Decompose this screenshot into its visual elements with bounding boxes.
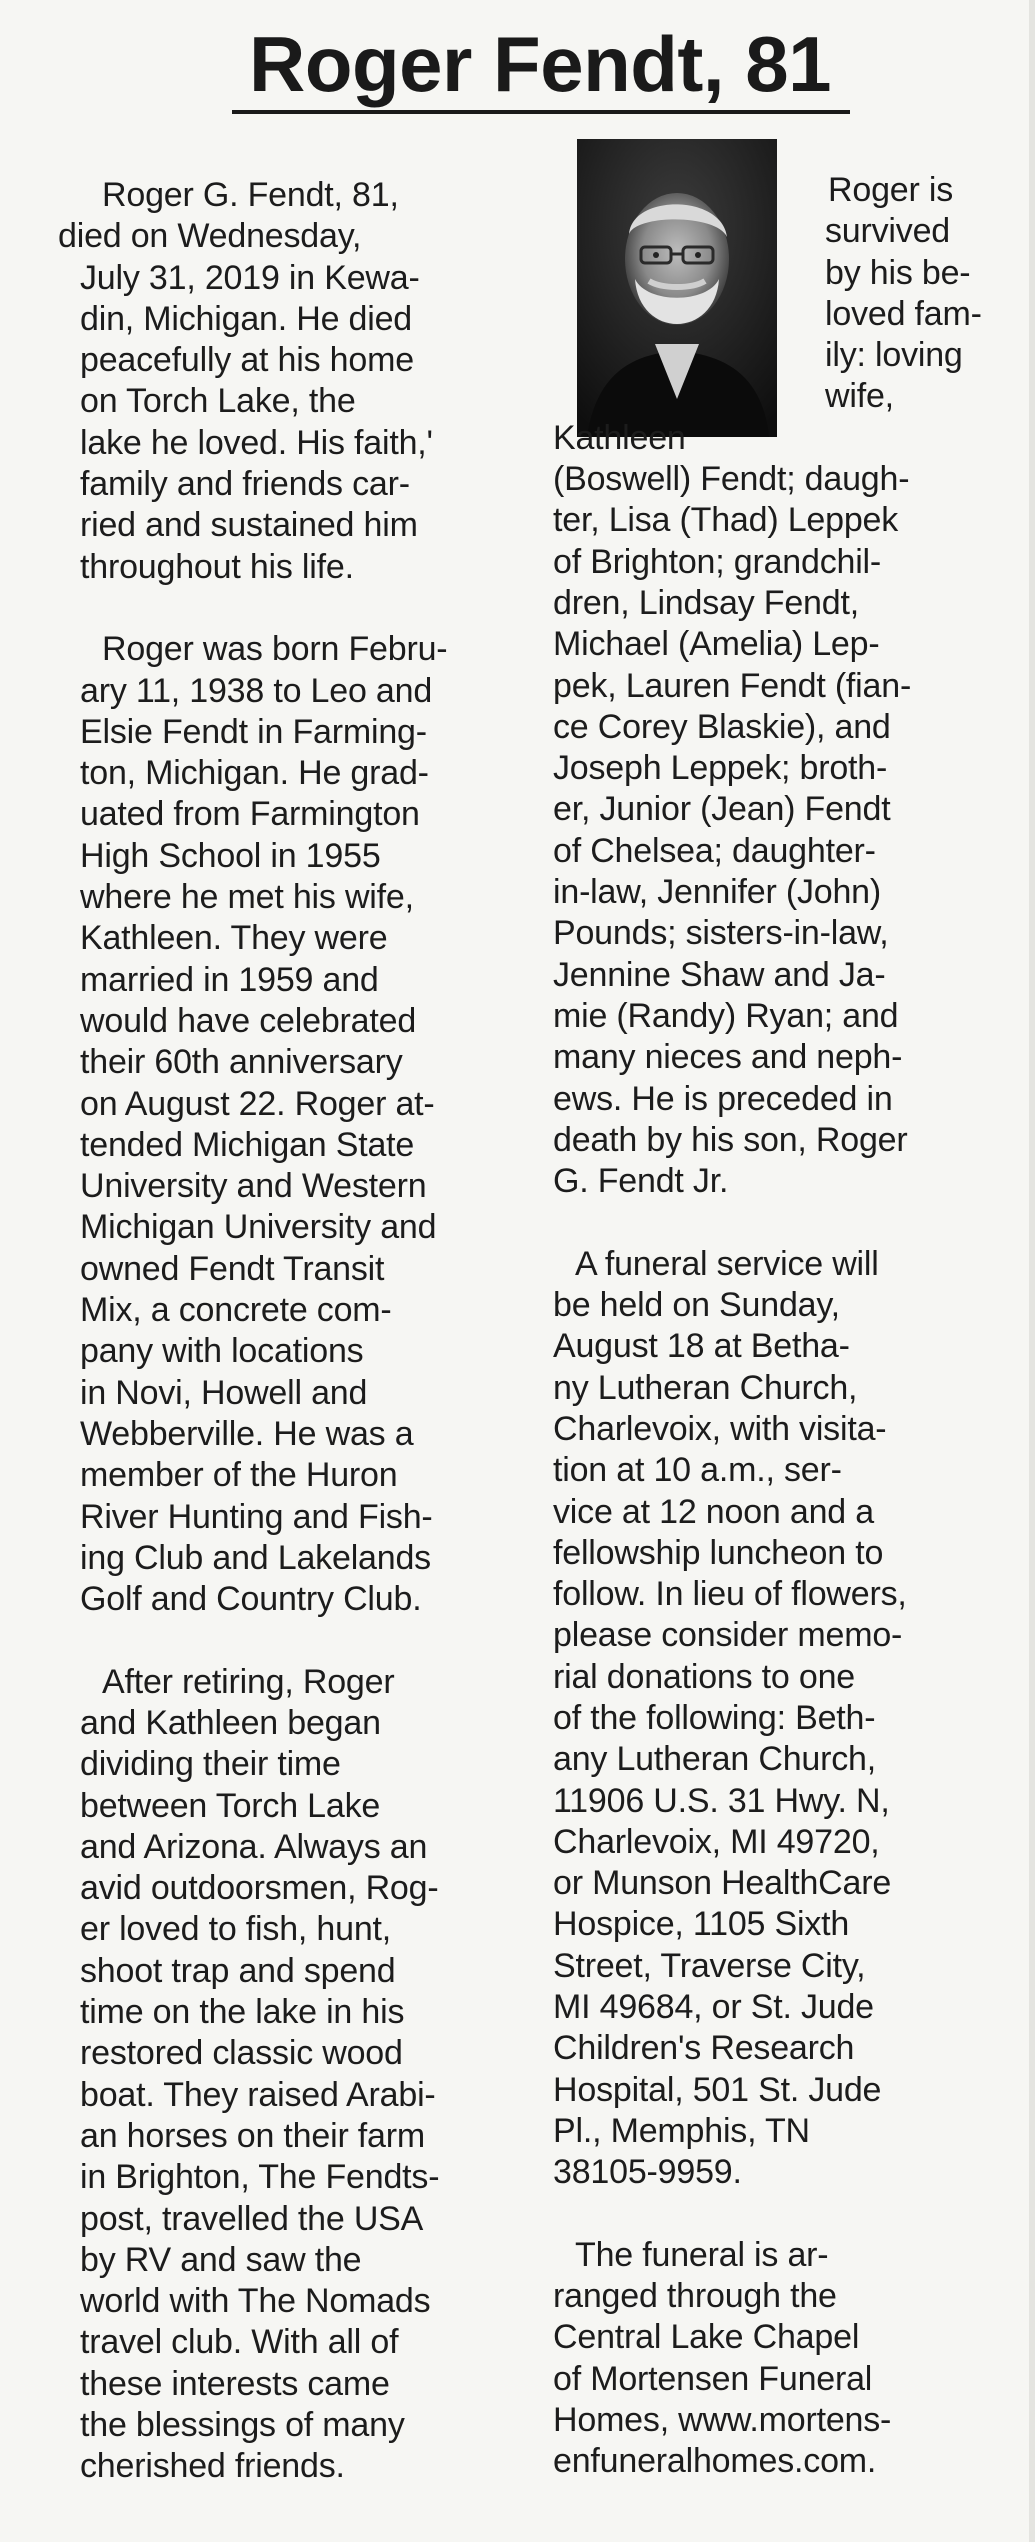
- text-line: Kathleen. They were: [80, 919, 388, 958]
- text-line: MI 49684, or St. Jude: [553, 1988, 874, 2027]
- text-line: ried and sustained him: [80, 506, 418, 545]
- text-line: by RV and saw the: [80, 2240, 362, 2279]
- text-line: A funeral service will: [575, 1244, 879, 1283]
- text-line: ews. He is preceded in: [553, 1079, 893, 1118]
- right-column: [553, 171, 985, 2483]
- text-line: Michigan University and: [80, 1208, 437, 1247]
- text-line: Roger was born Febru-: [102, 630, 448, 669]
- text-line: time on the lake in his: [80, 1993, 405, 2032]
- text-line: peacefully at his home: [80, 341, 414, 380]
- text-line: Hospice, 1105 Sixth: [553, 1905, 850, 1944]
- page-edge: [1029, 0, 1035, 2542]
- text-line: enfuneralhomes.com.: [553, 2442, 877, 2481]
- text-line: Joseph Leppek; broth-: [553, 749, 888, 788]
- text-line: member of the Huron: [80, 1456, 398, 1495]
- text-line: rial donations to one: [553, 1657, 856, 1696]
- text-line: between Torch Lake: [80, 1786, 381, 1825]
- text-line: many nieces and neph-: [553, 1038, 903, 1077]
- text-line: Charlevoix, with visita-: [553, 1409, 887, 1448]
- text-line: in Brighton, The Fendts-: [80, 2158, 440, 2197]
- text-line: ton, Michigan. He grad-: [80, 754, 429, 793]
- text-line: Street, Traverse City,: [553, 1946, 866, 1985]
- text-line: din, Michigan. He died: [80, 299, 413, 338]
- text-line: After retiring, Roger: [102, 1662, 395, 1701]
- text-line: July 31, 2019 in Kewa-: [80, 258, 420, 297]
- text-line: vice at 12 noon and a: [553, 1492, 874, 1531]
- text-line: where he met his wife,: [80, 878, 414, 917]
- text-line: Hospital, 501 St. Jude: [553, 2070, 882, 2109]
- text-line: family and friends car-: [80, 465, 410, 504]
- text-line: please consider memo-: [553, 1616, 903, 1655]
- text-line: of Brighton; grandchil-: [553, 542, 882, 581]
- text-line: dividing their time: [80, 1745, 341, 1784]
- paragraph-arrangements: [553, 2235, 985, 2483]
- left-column: [58, 175, 508, 2488]
- text-line: in Novi, Howell and: [80, 1373, 368, 1412]
- text-line: dren, Lindsay Fendt,: [553, 583, 859, 622]
- text-line: of the following: Beth-: [553, 1698, 876, 1737]
- text-line: River Hunting and Fish-: [80, 1497, 433, 1536]
- text-line: Roger G. Fendt, 81,: [102, 176, 399, 214]
- paragraph-biography: [58, 629, 508, 1620]
- text-line: their 60th anniversary: [80, 1043, 403, 1082]
- paragraph-retirement: [58, 1662, 508, 2488]
- text-line: post, travelled the USA: [80, 2199, 424, 2238]
- text-line: fellowship luncheon to: [553, 1533, 884, 1572]
- text-line: death by his son, Roger: [553, 1120, 908, 1159]
- text-line: died on Wednesday,: [58, 217, 362, 256]
- text-line: 38105-9959.: [553, 2153, 742, 2192]
- text-line: Elsie Fendt in Farming-: [80, 712, 427, 751]
- paragraph-funeral-service: [553, 1244, 985, 2194]
- text-line: er loved to fish, hunt,: [80, 1910, 392, 1949]
- text-line: Kathleen: [553, 418, 686, 457]
- text-line: Jennine Shaw and Ja-: [553, 955, 886, 994]
- text-line: and Arizona. Always an: [80, 1827, 428, 1866]
- text-line: be held on Sunday,: [553, 1286, 840, 1325]
- text-line: any Lutheran Church,: [553, 1740, 876, 1779]
- text-line: on Torch Lake, the: [80, 382, 356, 421]
- text-line: lake he loved. His faith,': [80, 423, 433, 462]
- text-line: the blessings of many: [80, 2406, 405, 2445]
- text-line: cherished friends.: [80, 2447, 345, 2486]
- text-line: Mix, a concrete com-: [80, 1291, 392, 1330]
- text-line: Children's Research: [553, 2029, 855, 2068]
- text-line: tion at 10 a.m., ser-: [553, 1451, 842, 1490]
- text-line: Homes, www.mortens-: [553, 2401, 892, 2440]
- text-line: married in 1959 and: [80, 960, 379, 999]
- text-line: and Kathleen began: [80, 1703, 381, 1742]
- text-line: Pl., Memphis, TN: [553, 2111, 810, 2150]
- text-line: restored classic wood: [80, 2034, 403, 2073]
- text-line: Golf and Country Club.: [80, 1580, 422, 1619]
- headline: Roger Fendt, 81: [249, 20, 831, 108]
- paragraph-survivors: [553, 170, 985, 1202]
- text-line: ing Club and Lakelands: [80, 1538, 431, 1577]
- text-line: tended Michigan State: [80, 1125, 415, 1164]
- text-line: er, Junior (Jean) Fendt: [553, 790, 891, 829]
- text-line: Pounds; sisters-in-law,: [553, 914, 889, 953]
- text-line: world with The Nomads: [80, 2282, 431, 2321]
- text-line: owned Fendt Transit: [80, 1249, 385, 1288]
- text-line: in-law, Jennifer (John): [553, 873, 881, 912]
- text-line: ce Corey Blaskie), and: [553, 707, 891, 746]
- text-line: ary 11, 1938 to Leo and: [80, 671, 433, 710]
- text-line: loved fam-: [825, 294, 982, 333]
- lines-beside-photo: [553, 170, 985, 418]
- text-line: would have celebrated: [80, 1001, 417, 1040]
- text-line: ter, Lisa (Thad) Leppek: [553, 501, 899, 540]
- text-line: mie (Randy) Ryan; and: [553, 996, 899, 1035]
- text-line: or Munson HealthCare: [553, 1864, 892, 1903]
- text-line: wife,: [825, 377, 894, 416]
- text-line: Central Lake Chapel: [553, 2318, 860, 2357]
- text-line: of Chelsea; daughter-: [553, 831, 876, 870]
- text-line: ranged through the: [553, 2277, 837, 2316]
- text-line: throughout his life.: [80, 547, 354, 586]
- headline-underline: [232, 110, 850, 114]
- text-line: pek, Lauren Fendt (fian-: [553, 666, 912, 705]
- text-line: (Boswell) Fendt; daugh-: [553, 460, 910, 499]
- text-line: August 18 at Betha-: [553, 1327, 850, 1366]
- text-line: 11906 U.S. 31 Hwy. N,: [553, 1781, 890, 1820]
- text-line: Charlevoix, MI 49720,: [553, 1822, 880, 1861]
- text-line: ily: loving: [825, 336, 963, 375]
- text-line: boat. They raised Arabi-: [80, 2075, 436, 2114]
- text-line: shoot trap and spend: [80, 1951, 396, 1990]
- text-line: survived: [825, 212, 951, 251]
- text-line: of Mortensen Funeral: [553, 2359, 873, 2398]
- text-line: ny Lutheran Church,: [553, 1368, 858, 1407]
- text-line: Roger is: [828, 171, 954, 209]
- paragraph-death-notice: [58, 175, 508, 588]
- text-line: on August 22. Roger at-: [80, 1084, 435, 1123]
- text-line: Webberville. He was a: [80, 1414, 414, 1453]
- text-line: University and Western: [80, 1167, 427, 1206]
- text-line: G. Fendt Jr.: [553, 1162, 729, 1201]
- text-line: The funeral is ar-: [575, 2235, 829, 2274]
- text-line: by his be-: [825, 253, 971, 292]
- text-line: avid outdoorsmen, Rog-: [80, 1869, 439, 1908]
- text-line: High School in 1955: [80, 836, 381, 875]
- text-line: follow. In lieu of flowers,: [553, 1575, 907, 1614]
- text-line: pany with locations: [80, 1332, 364, 1371]
- text-line: uated from Farmington: [80, 795, 420, 834]
- text-line: Michael (Amelia) Lep-: [553, 625, 880, 664]
- text-line: an horses on their farm: [80, 2116, 426, 2155]
- text-line: travel club. With all of: [80, 2323, 399, 2362]
- text-line: these interests came: [80, 2364, 390, 2403]
